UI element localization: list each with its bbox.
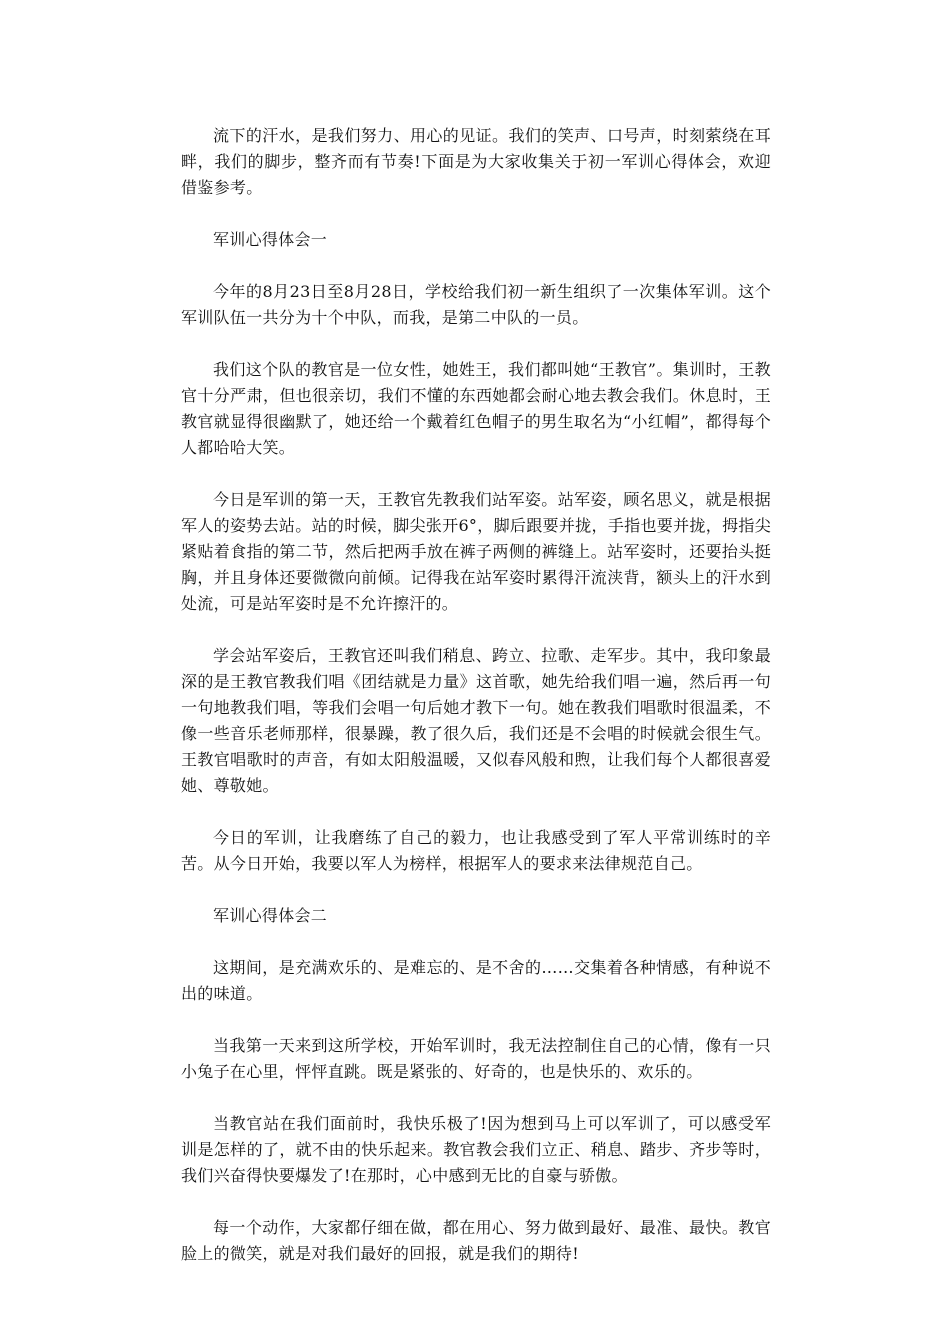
section2-paragraph-1: 这期间，是充满欢乐的、是难忘的、是不舍的……交集着各种情感，有种说不出的味道。	[181, 958, 771, 1003]
section2-paragraph-2: 当我第一天来到这所学校，开始军训时，我无法控制住自己的心情，像有一只小兔子在心里，怦怦直跳。既是紧张的、好奇的，也是快乐的、欢乐的。	[181, 1036, 771, 1081]
section1-paragraph-4: 学会站军姿后，王教官还叫我们稍息、跨立、拉歌、走军步。其中，我印象最深的是王教官教我们唱《团结就是力量》这首歌，她先给我们唱一遍，然后再一句一句地教我们唱，等我们会唱一句后她才教下一句。她在教我们唱歌时很温柔，不像一些音乐老师那样，很暴躁，教了很久后，我们还是不会唱的时候就会很生气。王教官唱歌时的声音，有如太阳般温暖，又似春风般和煦，让我们每个人都很喜爱她、尊敬她。	[181, 646, 771, 795]
section1-paragraph-2: 我们这个队的教官是一位女性，她姓王，我们都叫她“王教官”。集训时，王教官十分严肃，但也很亲切，我们不懂的东西她都会耐心地去教会我们。休息时，王教官就显得很幽默了，她还给一个戴着红色帽子的男生取名为“小红帽”，都得每个人都哈哈大笑。	[181, 360, 771, 457]
section2-paragraph-3: 当教官站在我们面前时，我快乐极了!因为想到马上可以军训了，可以感受军训是怎样的了，就不由的快乐起来。教官教会我们立正、稍息、踏步、齐步等时，我们兴奋得快要爆发了!在那时，心中感到无比的自豪与骄傲。	[181, 1114, 771, 1185]
document-body	[181, 123, 771, 1267]
section1-paragraph-1: 今年的8月23日至8月28日，学校给我们初一新生组织了一次集体军训。这个军训队伍一共分为十个中队，而我，是第二中队的一员。	[181, 282, 771, 327]
intro-paragraph: 流下的汗水，是我们努力、用心的见证。我们的笑声、口号声，时刻萦绕在耳畔，我们的脚步，整齐而有节奏!下面是为大家收集关于初一军训心得体会，欢迎借鉴参考。	[181, 126, 771, 197]
section-heading-one: 军训心得体会一	[213, 230, 328, 249]
section1-paragraph-3: 今日是军训的第一天，王教官先教我们站军姿。站军姿，顾名思义，就是根据军人的姿势去站。站的时候，脚尖张开6°，脚后跟要并拢，手指也要并拢，拇指尖紧贴着食指的第二节，然后把两手放在裤子两侧的裤缝上。站军姿时，还要抬头挺胸，并且身体还要微微向前倾。记得我在站军姿时累得汗流浃背，额头上的汗水到处流，可是站军姿时是不允许擦汗的。	[181, 490, 771, 613]
section1-paragraph-5: 今日的军训，让我磨练了自己的毅力，也让我感受到了军人平常训练时的辛苦。从今日开始，我要以军人为榜样，根据军人的要求来法律规范自己。	[181, 828, 771, 873]
section-heading-two: 军训心得体会二	[213, 906, 328, 925]
section2-paragraph-4: 每一个动作，大家都仔细在做，都在用心、努力做到最好、最准、最快。教官脸上的微笑，就是对我们最好的回报，就是我们的期待!	[181, 1218, 771, 1263]
